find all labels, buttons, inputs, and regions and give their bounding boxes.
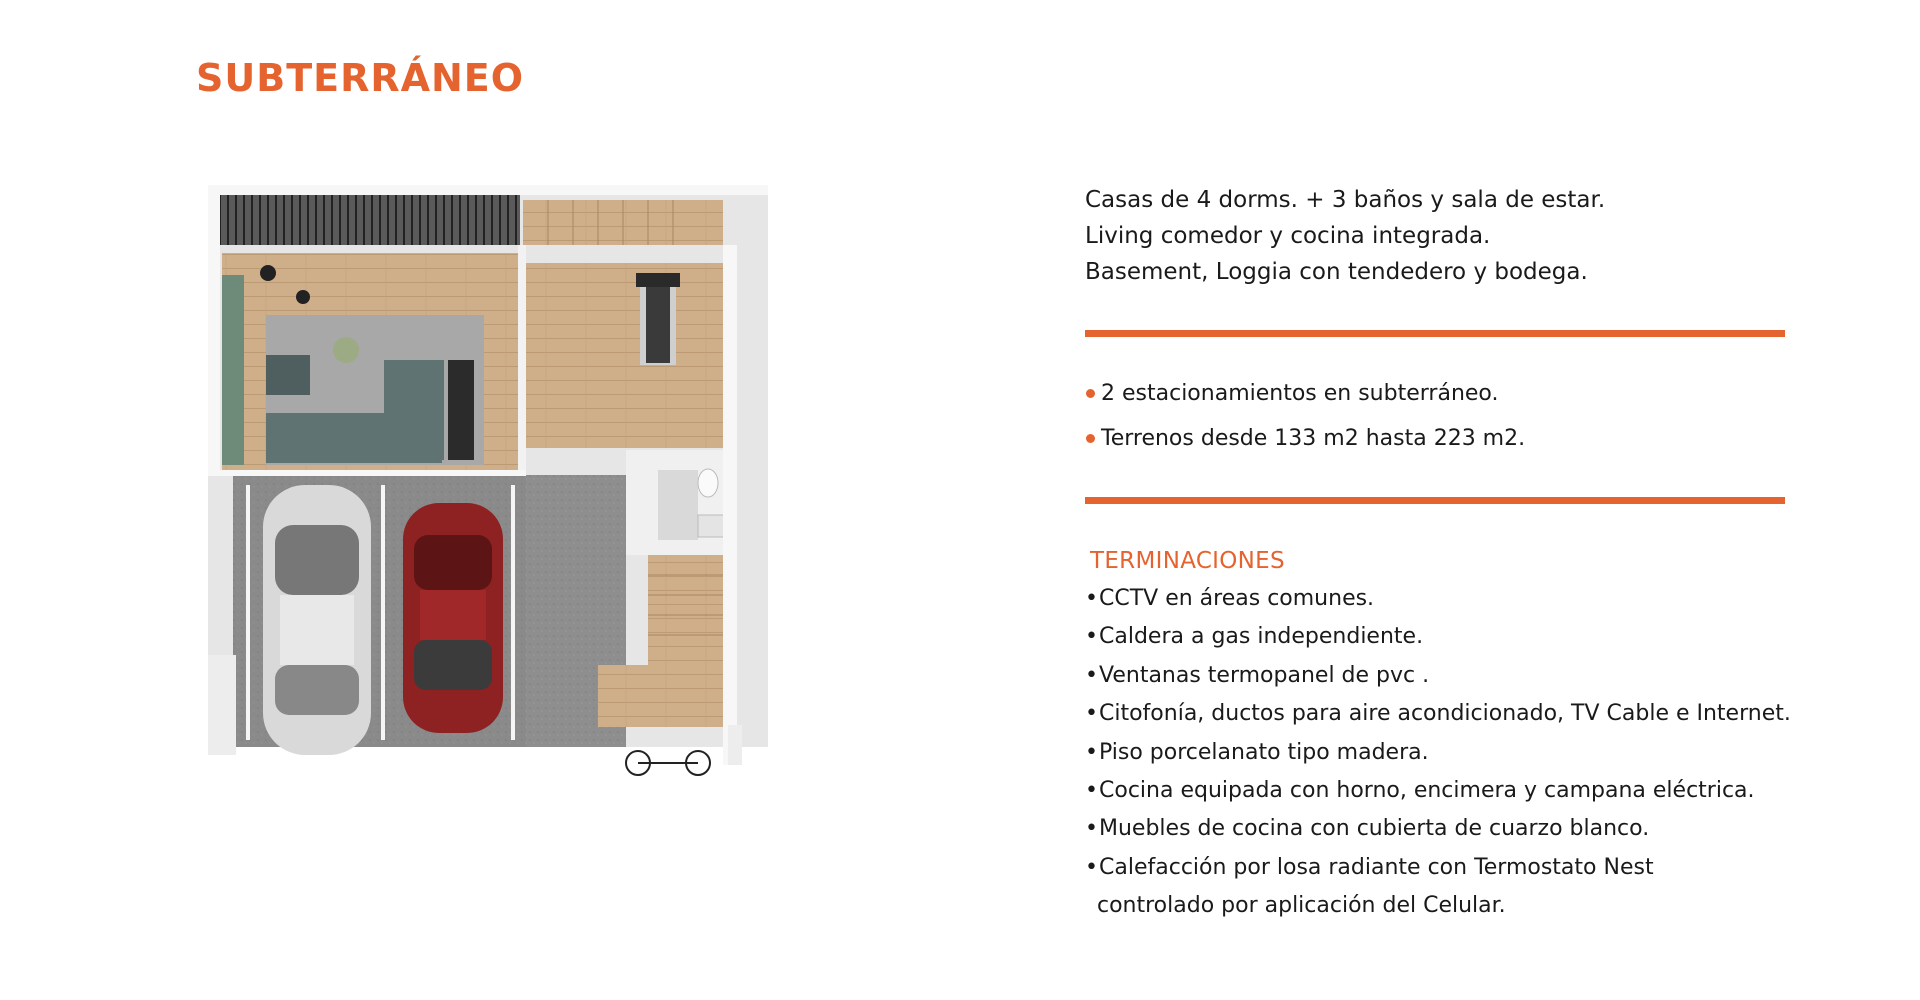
term-item (1085, 734, 1791, 772)
term-text: Calefacción por losa radiante con Termostato Nest (1099, 854, 1654, 880)
bullet-icon: • (1085, 854, 1098, 880)
term-item (1085, 657, 1791, 695)
term-text: Citofonía, ductos para aire acondicionado, TV Cable e Internet. (1099, 701, 1791, 727)
feature-text: Terrenos desde 133 m2 hasta 223 m2. (1101, 425, 1526, 451)
bullet-icon: • (1085, 739, 1098, 765)
feature-list (1085, 378, 1525, 468)
bullet-icon: • (1085, 701, 1098, 727)
term-text: Cocina equipada con horno, encimera y campana eléctrica. (1099, 778, 1755, 804)
term-item (1085, 695, 1791, 733)
term-text: Piso porcelanato tipo madera. (1099, 739, 1429, 765)
bullet-dot-icon (1086, 434, 1095, 443)
feature-text: 2 estacionamientos en subterráneo. (1101, 380, 1499, 406)
term-text: Caldera a gas independiente. (1099, 624, 1424, 650)
intro-line: Living comedor y cocina integrada. (1085, 223, 1491, 249)
divider (1085, 497, 1785, 504)
feature-item (1085, 423, 1525, 453)
bullet-icon: • (1085, 624, 1098, 650)
bullet-dot-icon (1086, 389, 1095, 398)
bullet-icon: • (1085, 662, 1098, 688)
intro-text (1085, 182, 1805, 290)
bullet-icon: • (1085, 586, 1098, 611)
terms-title: TERMINACIONES (1090, 548, 1285, 574)
page-title: SUBTERRÁNEO (196, 56, 525, 100)
terms-section (1085, 548, 1791, 926)
term-text: Muebles de cocina con cubierta de cuarzo blanco. (1099, 816, 1650, 842)
term-item (1085, 810, 1791, 848)
term-text: Ventanas termopanel de pvc . (1099, 662, 1430, 688)
term-text: CCTV en áreas comunes. (1099, 586, 1375, 611)
divider (1085, 330, 1785, 337)
term-item (1085, 772, 1791, 810)
info-panel (1085, 182, 1805, 919)
bullet-icon: • (1085, 816, 1098, 842)
term-item (1085, 580, 1791, 618)
floorplan-image (208, 185, 878, 910)
intro-line: Basement, Loggia con tendedero y bodega. (1085, 259, 1588, 285)
term-item (1085, 849, 1791, 887)
feature-item (1085, 378, 1525, 408)
term-item (1085, 618, 1791, 656)
bullet-icon: • (1085, 778, 1098, 804)
intro-line: Casas de 4 dorms. + 3 baños y sala de estar. (1085, 187, 1606, 213)
term-continuation: controlado por aplicación del Celular. (1097, 893, 1506, 919)
